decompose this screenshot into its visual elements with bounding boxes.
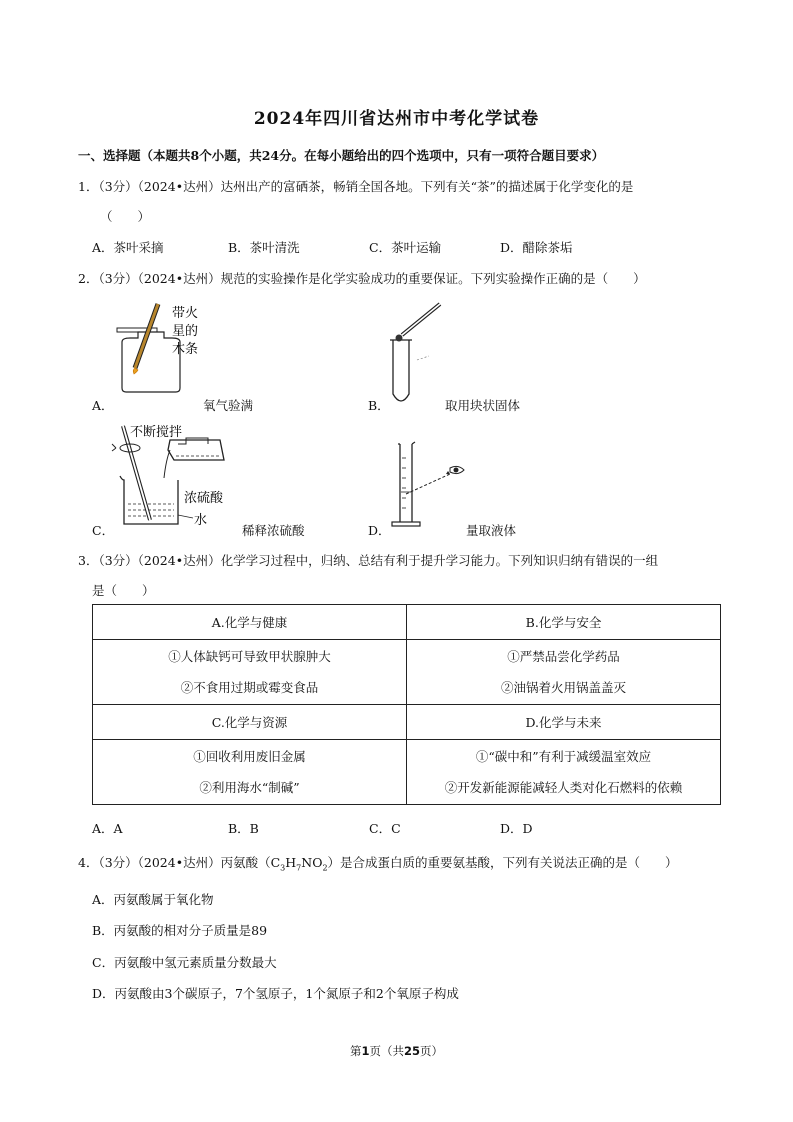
question-2-option-b-letter: B． [368, 398, 390, 413]
table-cell-b-2: ②油锅着火用锅盖盖灭 [500, 680, 626, 695]
label-conc-acid: 浓硫酸 [184, 491, 224, 506]
formula-h-count: 7 [296, 863, 302, 873]
table-cell-b-body [407, 640, 721, 705]
footer-page-number: 1 [361, 1044, 370, 1058]
question-3-option-d: D．D [500, 821, 533, 836]
footer-mid: 页（共 [369, 1044, 404, 1058]
label-stir: 不断搅拌 [130, 425, 183, 440]
question-1-option-c: C．茶叶运输 [369, 240, 442, 255]
table-cell-a-body [93, 640, 407, 705]
figure-dilute-acid [108, 420, 248, 530]
question-2-option-a-caption: 氧气验满 [203, 398, 254, 413]
table-cell-a-2: ②不食用过期或霉变食品 [180, 680, 319, 695]
question-4-option-b: B．丙氨酸的相对分子质量是89 [92, 923, 268, 938]
footer-pre: 第 [349, 1044, 362, 1058]
question-2-option-d-caption: 量取液体 [466, 523, 517, 538]
table-cell-b-head: B.化学与安全 [407, 605, 721, 640]
question-4-option-d: D．丙氨酸由3个碳原子，7个氢原子，1个氮原子和2个氧原子构成 [92, 986, 459, 1001]
table-row [93, 605, 721, 640]
question-3-text: 3．（3分）（2024•达州）化学学习过程中，归纳、总结有利于提升学习能力。下列知识归纳有错误的一组 [78, 553, 659, 568]
formula-c: C [270, 855, 281, 870]
question-4-text [78, 853, 678, 873]
figure-oxygen-test [100, 300, 220, 400]
question-4-pre: 4．（3分）（2024•达州）丙氨酸（ [78, 855, 271, 870]
question-1-text: 1．（3分）（2024•达州）达州出产的富硒茶，畅销全国各地。下列有关“茶”的描述属于化学变化的是 [78, 179, 634, 194]
table-cell-a-head: A.化学与健康 [93, 605, 407, 640]
section-heading: 一、选择题（本题共8个小题，共24分。在每小题给出的四个选项中，只有一项符合题目要求） [78, 148, 605, 163]
question-1-blank: （ ） [100, 209, 151, 224]
table-cell-c-body [93, 740, 407, 805]
question-2-option-b-caption: 取用块状固体 [445, 398, 521, 413]
label-splint: 木条 [172, 342, 199, 357]
table-cell-b-1: ①严禁品尝化学药品 [507, 649, 620, 664]
table-row [93, 740, 721, 805]
formula-h: H [285, 855, 297, 870]
table-cell-d-2: ②开发新能源能减轻人类对化石燃料的依赖 [444, 780, 683, 795]
table-cell-d-head: D.化学与未来 [407, 705, 721, 740]
question-4-option-a: A．丙氨酸属于氧化物 [92, 892, 214, 907]
table-cell-d-1: ①“碳中和”有利于减缓温室效应 [475, 749, 652, 764]
formula-c-count: 3 [280, 863, 286, 873]
question-1-option-b: B．茶叶清洗 [228, 240, 300, 255]
question-3-option-c: C．C [369, 821, 401, 836]
question-4-post: ）是合成蛋白质的重要氨基酸，下列有关说法正确的是（ ） [327, 855, 678, 870]
question-2-option-c-caption: 稀释浓硫酸 [242, 523, 305, 538]
question-3-blank: 是（ ） [92, 583, 155, 598]
page-title: 2024年四川省达州市中考化学试卷 [253, 109, 540, 129]
figure-block-solid [385, 298, 445, 408]
label-splint-of: 星的 [172, 324, 199, 339]
question-1-option-a: A．茶叶采摘 [92, 240, 164, 255]
question-2-text: 2．（3分）（2024•达州）规范的实验操作是化学实验成功的重要保证。下列实验操作正确的是（ ） [78, 271, 646, 286]
label-glowing: 带火 [172, 306, 199, 321]
label-water: 水 [194, 513, 208, 528]
figure-graduated-cylinder [388, 438, 478, 530]
table-cell-a-1: ①人体缺钙可导致甲状腺肿大 [168, 649, 331, 664]
question-2-option-a-letter: A． [92, 398, 114, 413]
question-3-option-b: B．B [228, 821, 259, 836]
table-cell-c-1: ①回收利用废旧金属 [193, 749, 306, 764]
table-cell-c-2: ②利用海水“制碱” [199, 780, 300, 795]
knowledge-table [92, 604, 721, 805]
formula-no: NO [301, 855, 323, 870]
page-footer [0, 1043, 793, 1059]
question-3-option-a: A．A [92, 821, 123, 836]
table-row [93, 705, 721, 740]
formula-o-count: 2 [322, 863, 328, 873]
table-cell-d-body [407, 740, 721, 805]
question-4-option-c: C．丙氨酸中氢元素质量分数最大 [92, 955, 277, 970]
question-2-option-c-letter: C． [92, 523, 115, 538]
table-row [93, 640, 721, 705]
footer-total-pages: 25 [404, 1044, 421, 1058]
question-2-option-d-letter: D． [368, 523, 391, 538]
question-1-option-d: D．醋除茶垢 [500, 240, 573, 255]
table-cell-c-head: C.化学与资源 [93, 705, 407, 740]
footer-post: 页） [420, 1044, 444, 1058]
